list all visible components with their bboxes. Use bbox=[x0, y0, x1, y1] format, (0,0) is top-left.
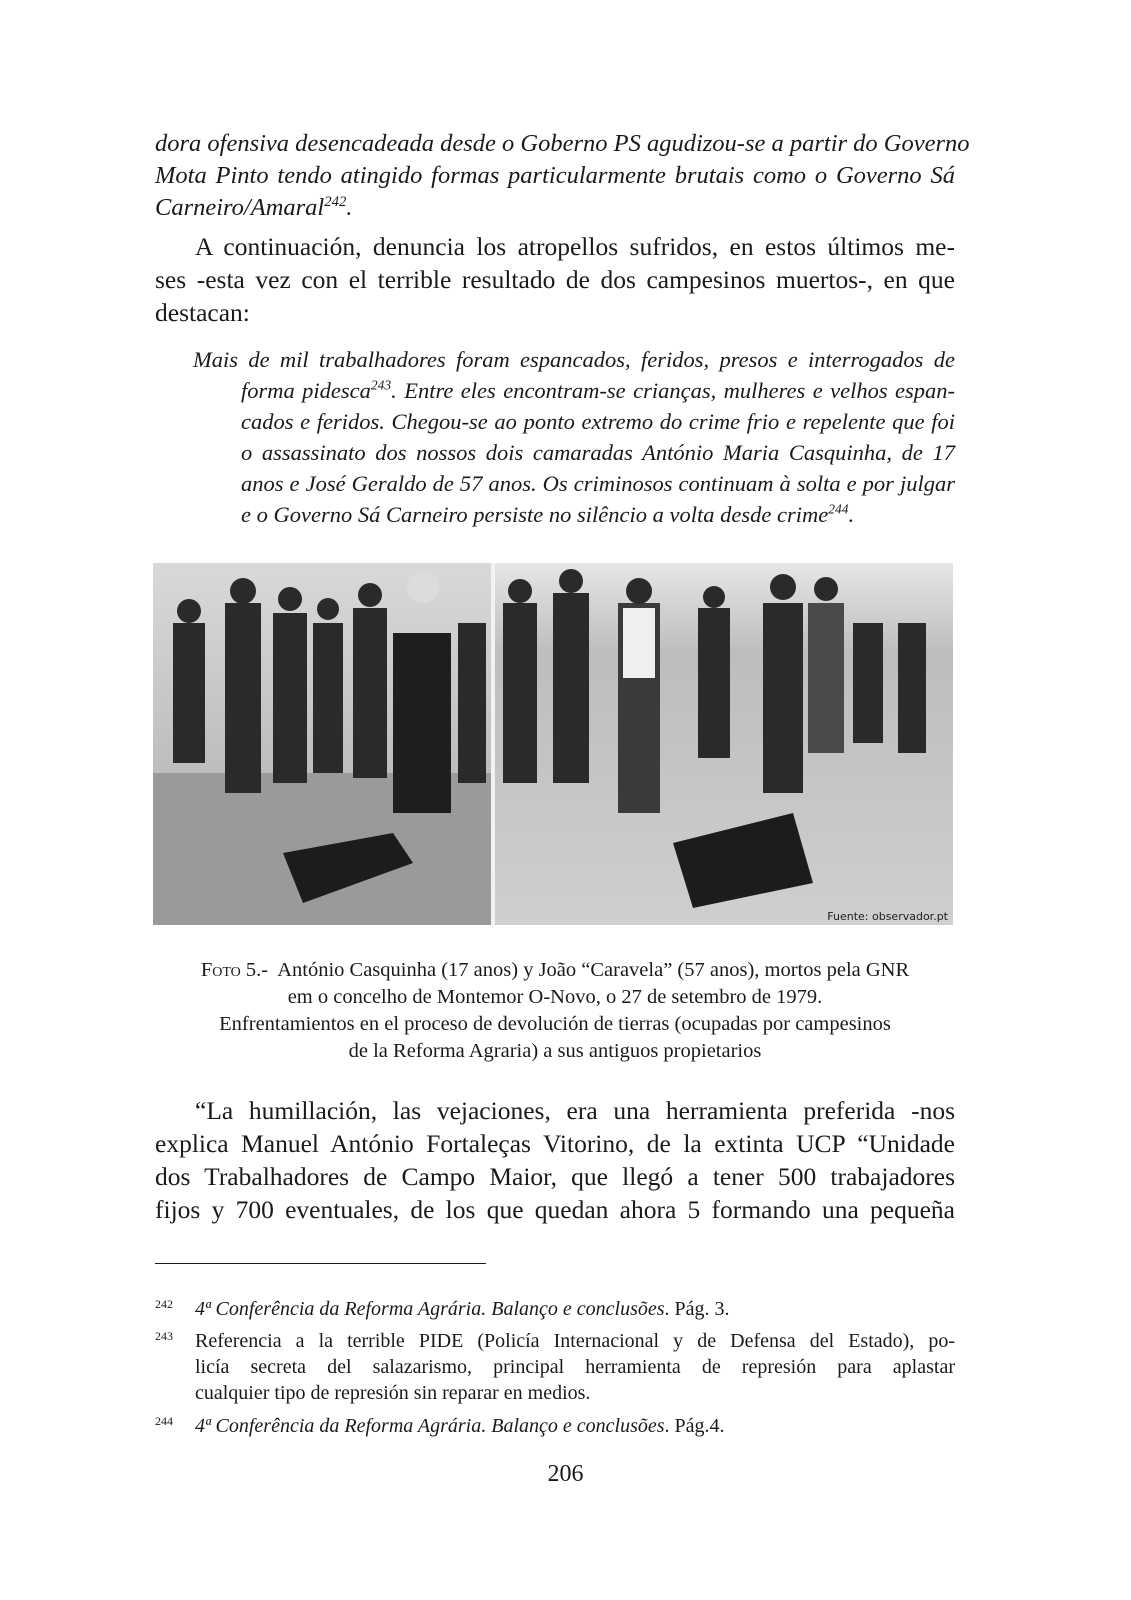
footnote-242 bbox=[155, 1296, 955, 1322]
footnote-line: licía secreta del salazarismo, principal herramienta de represión para aplastar bbox=[195, 1356, 955, 1378]
footnote-line: Referencia a la terrible PIDE (Policía Internacional y de Defensa del Estado), po- bbox=[195, 1330, 955, 1352]
footnote-number: 244 bbox=[155, 1414, 173, 1428]
footnote-ref[interactable]: 244 bbox=[828, 501, 849, 517]
paragraph-line: ses -esta vez con el terrible resultado de dos campesinos muertos-, en que bbox=[155, 265, 955, 294]
paragraph-line: A continuación, denuncia los atropellos sufridos, en estos últimos me- bbox=[195, 232, 955, 261]
quote-line: cados e feridos. Chegou-se ao ponto extremo do crime frio e repelente que foi bbox=[241, 409, 955, 434]
quote-line bbox=[193, 499, 955, 530]
paragraph-2 bbox=[155, 1094, 955, 1226]
footnote-title: 4ª Conferência da Reforma Agrária. Balanço e conclusões bbox=[195, 1415, 665, 1437]
footnote-body bbox=[195, 1328, 955, 1406]
photo-divider bbox=[491, 563, 495, 925]
footnote-title: 4ª Conferência da Reforma Agrária. Balanço e conclusões bbox=[195, 1298, 665, 1320]
paragraph-line: fijos y 700 eventuales, de los que quedan ahora 5 formando una pequeña bbox=[155, 1195, 955, 1224]
caption-label: Foto 5.- bbox=[200, 959, 269, 981]
caption-line: Enfrentamientos en el proceso de devolución de tierras (ocupadas por campesinos bbox=[219, 1013, 891, 1035]
intro-line: Mota Pinto tendo atingido formas particularmente brutais como o Governo Sá bbox=[155, 162, 955, 189]
quote-line bbox=[193, 375, 955, 406]
block-quote bbox=[193, 344, 955, 530]
paragraph-1 bbox=[155, 230, 955, 329]
footnote-number: 243 bbox=[155, 1329, 173, 1343]
paragraph-line: explica Manuel António Fortaleças Vitorino, de la extinta UCP “Unidade bbox=[155, 1129, 955, 1158]
intro-line: dora ofensiva desencadeada desde o Goberno PS agudizou-se a partir do Governo bbox=[155, 130, 970, 157]
quote-line: anos e José Geraldo de 57 anos. Os criminosos continuam à solta e por julgar bbox=[241, 471, 955, 496]
footnote-number: 242 bbox=[155, 1297, 173, 1311]
paragraph-line: “La humillación, las vejaciones, era una herramienta preferida -nos bbox=[195, 1096, 955, 1125]
footnote-243 bbox=[155, 1328, 955, 1406]
quote-line: o assassinato dos nossos dois camaradas António Maria Casquinha, de 17 bbox=[241, 440, 955, 465]
quote-line-text: e o Governo Sá Carneiro persiste no silêncio a volta desde crime bbox=[241, 502, 829, 527]
photo-5 bbox=[153, 563, 953, 925]
footnote-line: cualquier tipo de represión sin reparar en medios. bbox=[195, 1382, 591, 1404]
quote-line-text: forma pidesca bbox=[241, 378, 371, 403]
quote-line-text: . Entre eles encontram-se crianças, mulheres e velhos espan- bbox=[391, 378, 955, 403]
intro-end: . bbox=[346, 194, 353, 221]
intro-line-text: Carneiro/Amaral bbox=[155, 194, 325, 221]
footnote-ref[interactable]: 242 bbox=[324, 193, 347, 210]
caption-line: em o concelho de Montemor O-Novo, o 27 de setembro de 1979. bbox=[287, 986, 823, 1008]
footnote-body bbox=[195, 1413, 955, 1439]
caption-line bbox=[120, 957, 990, 984]
footnote-separator bbox=[155, 1263, 486, 1264]
page-number: 206 bbox=[547, 1461, 584, 1487]
photo-watermark: Fuente: observador.pt bbox=[827, 910, 948, 923]
caption-line-text: António Casquinha (17 anos) y João “Caravela” (57 anos), mortos pela GNR bbox=[277, 959, 910, 981]
footnote-ref[interactable]: 243 bbox=[370, 377, 392, 393]
footnote-244 bbox=[155, 1413, 955, 1439]
paragraph-line: destacan: bbox=[155, 298, 250, 327]
photo-illustration bbox=[153, 563, 953, 925]
intro-line bbox=[155, 192, 955, 224]
footnote-body bbox=[195, 1296, 955, 1322]
paragraph-line: dos Trabalhadores de Campo Maior, que llegó a tener 500 trabajadores bbox=[155, 1162, 955, 1191]
footnote-rest: . Pág. 3. bbox=[664, 1298, 730, 1320]
footnote-rest: . Pág.4. bbox=[664, 1415, 725, 1437]
caption-line: de la Reforma Agraria) a sus antiguos propietarios bbox=[348, 1040, 762, 1062]
intro-quote-continuation bbox=[155, 128, 970, 224]
quote-line-end: . bbox=[848, 502, 855, 527]
photo-caption bbox=[120, 957, 990, 1065]
quote-line: Mais de mil trabalhadores foram espancados, feridos, presos e interrogados de bbox=[193, 347, 955, 372]
